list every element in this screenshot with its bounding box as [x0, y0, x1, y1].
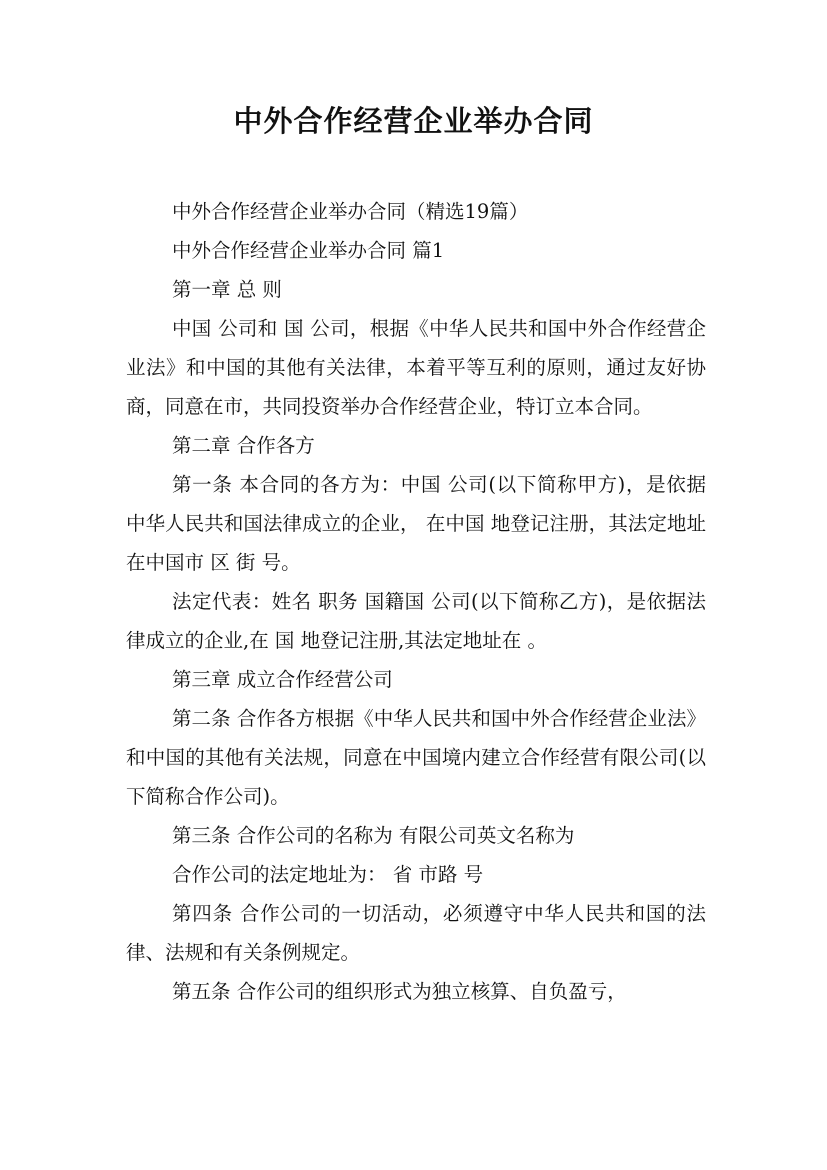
article-1-party-a: 第一条 本合同的各方为：中国 公司(以下简称甲方)，是依据中华人民共和国法律成立的企业， 在中国 地登记注册，其法定地址在中国市 区 街 号。: [126, 473, 706, 574]
article-3-address: 合作公司的法定地址为： 省 市路 号: [172, 863, 484, 886]
document-body: [126, 192, 706, 1011]
document-title: 中外合作经营企业举办合同: [233, 104, 594, 138]
article-4: 第四条 合作公司的一切活动，必须遵守中华人民共和国的法律、法规和有关条例规定。: [126, 902, 706, 964]
paragraph-preamble: 中国 公司和 国 公司，根据《中华人民共和国中外合作经营企业法》和中国的其他有关法律，本着平等互利的原则，通过友好协商，同意在市，共同投资举办合作经营企业，特订立本合同。: [126, 317, 706, 418]
chapter-heading-3: 第三章 成立合作经营公司: [172, 668, 393, 691]
paragraph-subtitle: 中外合作经营企业举办合同（精选19篇）: [172, 200, 529, 223]
paragraph-section-heading: 中外合作经营企业举办合同 篇1: [172, 239, 445, 262]
chapter-heading-2: 第二章 合作各方: [172, 434, 315, 457]
chapter-heading-1: 第一章 总 则: [172, 278, 282, 301]
article-2: 第二条 合作各方根据《中华人民共和国中外合作经营企业法》和中国的其他有关法规，同意在中国境内建立合作经营有限公司(以下简称合作公司)。: [126, 707, 706, 808]
article-3-name: 第三条 合作公司的名称为 有限公司英文名称为: [172, 824, 575, 847]
article-1-party-b: 法定代表：姓名 职务 国籍国 公司(以下简称乙方)，是依据法律成立的企业,在 国 地登记注册,其法定地址在 。: [126, 590, 706, 652]
article-5: 第五条 合作公司的组织形式为独立核算、自负盈亏，: [172, 980, 627, 1003]
